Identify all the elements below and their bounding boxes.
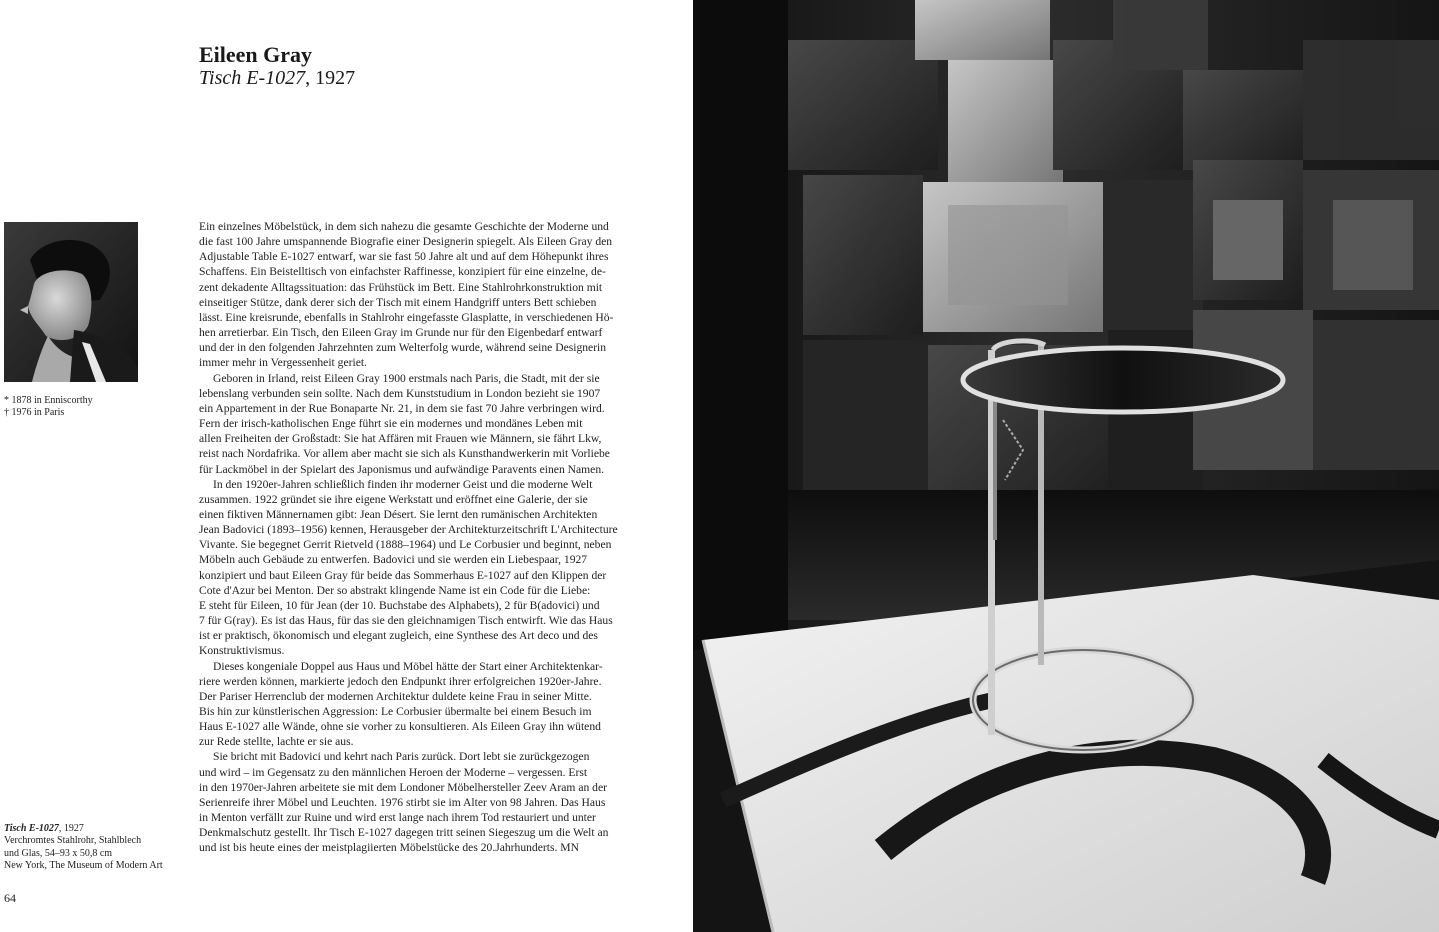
page-number: 64 — [4, 891, 16, 905]
body-line: Bis hin zur künstlerischen Aggression: Le Corbusier übermalte bei einem Besuch im — [199, 705, 592, 718]
subtitle-work-title: Tisch E-1027 — [199, 67, 306, 89]
caption-dimensions: und Glas, 54–93 x 50,8 cm — [4, 847, 113, 859]
body-line: Haus E-1027 alle Wände, ohne sie vorher zu konsultieren. Als Eileen Gray ihn wütend — [199, 720, 601, 734]
body-line: einen fiktiven Männernamen gibt: Jean Désert. Sie lernt den rumänischen Architekten — [199, 507, 598, 521]
table-photo-image — [693, 0, 1439, 932]
body-line: zent dekadente Alltagssituation: das Frühstück im Bett. Eine Stahlrohrkonstruktion mit — [199, 280, 603, 294]
body-line: ein Appartement in der Rue Bonaparte Nr. 21, in dem sie fast 70 Jahre verbringen wird. — [199, 401, 605, 415]
body-line: lebenslang verbunden sein sollte. Nach dem Kunststudium in London bezieht sie 1907 — [199, 386, 601, 400]
portrait-photo — [4, 222, 138, 382]
body-line: die fast 100 Jahre umspannende Biografie einer Designerin spiegelt. Als Eileen Gray den — [199, 235, 613, 249]
body-line: Adjustable Table E-1027 entwarf, war sie fast 50 Jahre alt und auf dem Höhepunkt ihres — [199, 250, 609, 264]
body-line: 7 für G(ray). Es ist das Haus, für das sie den gleichnamigen Tisch entwirft. Wie das Haus — [199, 614, 613, 628]
body-line: in den 1970er-Jahren arbeitete sie mit dem Londoner Möbelhersteller Zeev Aram an der — [199, 780, 607, 794]
body-line: Fern der irisch-katholischen Enge führt sie ein modernes und mondänes Leben mit — [199, 417, 583, 431]
body-line: Der Pariser Herrenclub der modernen Architektur duldete keine Frau in seiner Mitte. — [199, 689, 592, 703]
body-line: in Menton verfällt zur Ruine und wird erst lange nach ihrem Tod restauriert und unter — [199, 811, 596, 825]
birth-date: * 1878 in Enniscorthy — [4, 395, 93, 406]
caption-collection: New York, The Museum of Modern Art — [4, 859, 163, 871]
body-text — [199, 219, 631, 856]
body-line: zusammen. 1922 gründet sie ihre eigene Werkstatt und eröffnet eine Galerie, der sie — [199, 492, 588, 506]
body-line: Vivante. Sie begegnet Gerrit Rietveld (1888–1964) und Le Corbusier und beginnt, neben — [199, 538, 612, 552]
portrait-image — [4, 222, 138, 382]
life-dates — [4, 395, 93, 419]
body-line: Serienreife ihrer Möbel und Leuchten. 1976 stirbt sie im Alter von 98 Jahren. Das Haus — [199, 795, 606, 809]
left-page — [0, 0, 693, 932]
body-line: Ein einzelnes Möbelstück, in dem sich nahezu die gesamte Geschichte der Moderne und — [199, 220, 609, 233]
body-line: Sie bricht mit Badovici und kehrt nach Paris zurück. Dort lebt sie zurückgezogen — [213, 750, 590, 764]
body-line: E steht für Eileen, 10 für Jean (der 10. Buchstabe des Alphabets), 2 für B(adovici) und — [199, 598, 600, 612]
death-date: † 1976 in Paris — [4, 407, 65, 418]
body-line: und der in den folgenden Jahrzehnten zum Welterfolg wurde, während seine Designerin — [199, 341, 607, 355]
body-line: In den 1920er-Jahren schließlich finden ihr moderner Geist und die moderne Welt — [213, 477, 593, 491]
page-title: Eileen Gray — [199, 42, 313, 67]
body-line: ist er praktisch, ökonomisch und elegant zugleich, eine Synthese des Art deco und des — [199, 629, 598, 643]
table-photo — [693, 0, 1439, 932]
body-line: Cote d'Azur bei Menton. Der so abstrakt klingende Name ist ein Code für die Liebe: — [199, 583, 591, 597]
body-line: immer mehr in Vergessenheit geriet. — [199, 356, 367, 370]
caption-title — [4, 823, 163, 835]
page-subtitle — [199, 67, 355, 90]
body-line: für Lackmöbel in der Spielart des Japonismus und aufwändige Paravents einen Namen. — [199, 462, 605, 476]
body-line: lässt. Eine kreisrunde, ebenfalls in Stahlrohr eingefasste Glasplatte, in verschiedenen Hö- — [199, 310, 614, 324]
body-line: zur Rede stellte, lachte er sie aus. — [199, 735, 354, 749]
body-line: und ist bis heute eines der meistplagiierten Möbelstücke des 20.Jahrhunderts. MN — [199, 841, 579, 855]
caption-year: , 1927 — [58, 823, 84, 834]
body-line: und wird – im Gegensatz zu den männlichen Heroen der Moderne – vergessen. Erst — [199, 765, 588, 779]
caption-material: Verchromtes Stahlrohr, Stahlblech — [4, 835, 142, 847]
body-line: Möbeln auch Gebäude zu entwerfen. Badovici und sie werden ein Liebespaar, 1927 — [199, 553, 588, 567]
body-line: Denkmalschutz gestellt. Ihr Tisch E-1027 dagegen tritt seinen Siegeszug um die Welt an — [199, 826, 609, 840]
body-line: einseitiger Stütze, dank derer sich der Tisch mit einem Handgriff unters Bett schieben — [199, 295, 597, 309]
figure-caption — [4, 823, 163, 872]
subtitle-year: , 1927 — [305, 67, 356, 89]
body-line: Jean Badovici (1893–1956) kennen, Herausgeber der Architekturzeitschrift L'Architecture — [199, 523, 618, 537]
body-line: Geboren in Irland, reist Eileen Gray 1900 erstmals nach Paris, die Stadt, mit der sie — [213, 371, 600, 385]
body-line: Dieses kongeniale Doppel aus Haus und Möbel hätte der Start einer Architektenkar- — [213, 659, 603, 673]
body-line: konzipiert und baut Eileen Gray für beide das Sommerhaus E-1027 auf den Klippen der — [199, 568, 607, 582]
body-line: allen Freiheiten der Großstadt: Sie hat Affären mit Frauen wie Männern, sie fährt Lkw, — [199, 432, 602, 446]
body-line: Schaffens. Ein Beistelltisch von einfachster Raffinesse, konzipiert für eine einzelne, de- — [199, 265, 606, 279]
body-line: riere werden können, markierte jedoch den Endpunkt ihrer erfolgreichen 1920er-Jahre. — [199, 674, 602, 688]
body-line: Konstruktivismus. — [199, 644, 285, 658]
body-line: reist nach Nordafrika. Vor allem aber macht sie sich als Kunsthandwerkerin mit Vorliebe — [199, 447, 610, 461]
body-line: hen arretierbar. Ein Tisch, den Eileen Gray im Grunde nur für den Eigenbedarf entwarf — [199, 326, 603, 340]
caption-work-title: Tisch E-1027 — [4, 823, 59, 834]
